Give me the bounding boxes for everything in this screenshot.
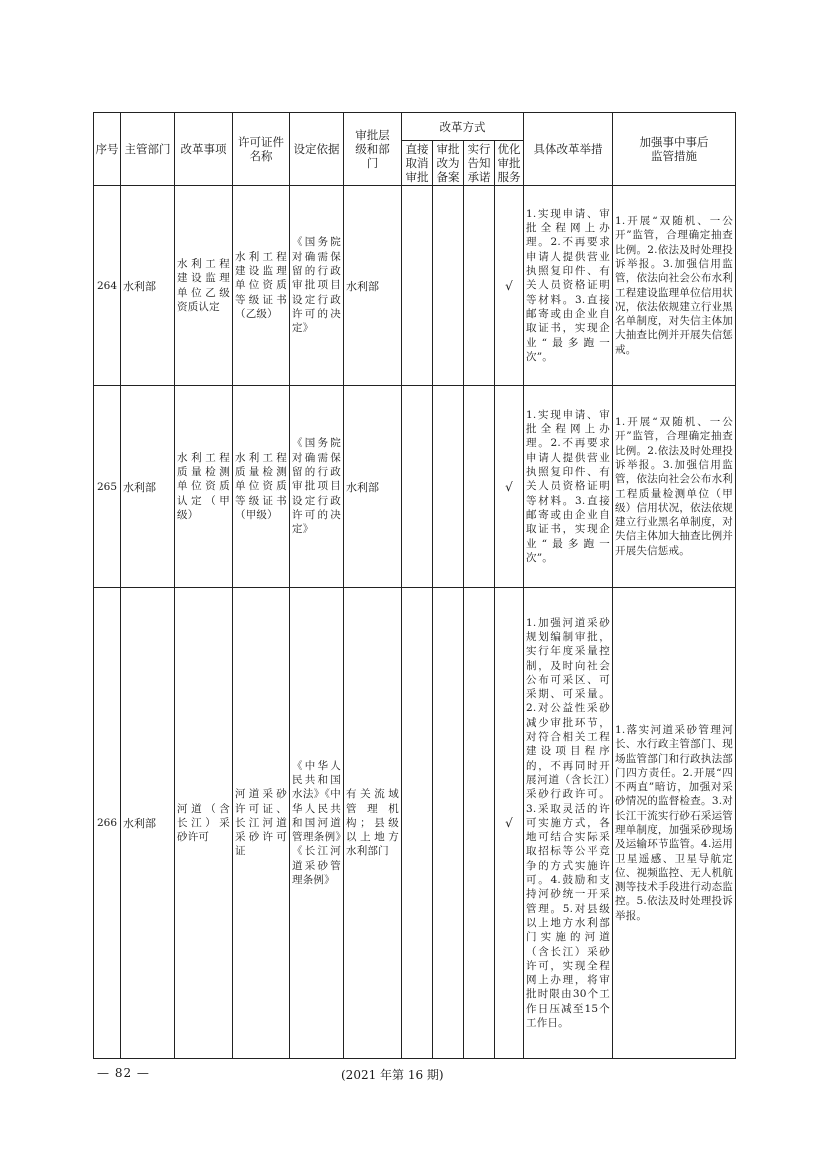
- row-level: 有关流域管理机构；县级以上地方水利部门: [344, 588, 402, 1059]
- row-supervision: 1.开展“双随机、一公开”监管，合理确定抽查比例。2.依法及时处理投诉举报。3.加强信用监管，依法向社会公布水利工程质量检测单位（甲级）信用状况，依法依规建立行业黑名单制度，对失信主体加大抽查比例并开展失信惩戒。: [613, 386, 736, 588]
- row-item: 河道（含长江）采砂许可: [175, 588, 233, 1059]
- header-dept: 主管部门: [121, 113, 175, 186]
- row-optimize-check: √: [495, 386, 524, 588]
- row-record: [433, 386, 464, 588]
- row-level: 水利部: [344, 386, 402, 588]
- header-cert: 许可证件名称: [233, 113, 290, 186]
- row-dept: 水利部: [121, 186, 175, 386]
- row-supervision: 1.落实河道采砂管理河长、水行政主管部门、现场监管部门和行政执法部门四方责任。2.开展“四不两直”暗访，加强对采砂情况的监督检查。3.对长江干流实行砂石采运管理单制度，加强采砂现场及运输环节监管。4.运用卫星遥感、卫星导航定位、视频监控、无人机航测等技术手段进行动态监控。5.依法及时处理投诉举报。: [613, 588, 736, 1059]
- row-level: 水利部: [344, 186, 402, 386]
- row-seq: 265: [94, 386, 121, 588]
- header-optimize: 优化审批服务: [495, 141, 524, 186]
- row-optimize-check: √: [495, 588, 524, 1059]
- header-level: 审批层级和部门: [344, 113, 402, 186]
- row-measures: 1.加强河道采砂规划编制审批，实行年度采量控制，及时向社会公布可采区、可采期、可采量。2.对公益性采砂减少审批环节，对符合相关工程建设项目程序的，不再同时开展河道（含长江）采砂行政许可。3.采取灵活的许可实施方式，各地可结合实际采取招标等公平竞争的方式实施许可。4.鼓励和支持河砂统一开采管理。5.对县级以上地方水利部门实施的河道（含长江）采砂许可，实现全程网上办理，将审批时限由30个工作日压减至15个工作日。: [524, 588, 613, 1059]
- row-item: 水利工程建设监理单位乙级资质认定: [175, 186, 233, 386]
- header-record: 审批改为备案: [433, 141, 464, 186]
- header-cancel: 直接取消审批: [402, 141, 433, 186]
- header-reform-mode: 改革方式: [402, 113, 524, 141]
- row-cert: 水利工程建设监理单位资质等级证书（乙级）: [233, 186, 290, 386]
- row-notify: [464, 588, 495, 1059]
- row-basis: 《中华人民共和国水法》《中华人民共和国河道管理条例》《长江河道采砂管理条例》: [290, 588, 344, 1059]
- row-optimize-check: √: [495, 186, 524, 386]
- row-basis: 《国务院对确需保留的行政审批项目设定行政许可的决定》: [290, 186, 344, 386]
- row-cert: 水利工程质量检测单位资质等级证书（甲级）: [233, 386, 290, 588]
- row-seq: 266: [94, 588, 121, 1059]
- row-dept: 水利部: [121, 588, 175, 1059]
- header-item: 改革事项: [175, 113, 233, 186]
- table-row: [94, 186, 736, 386]
- row-measures: 1.实现申请、审批全程网上办理。2.不再要求申请人提供营业执照复印件、有关人员资格证明等材料。3.直接邮寄或由企业自取证书，实现企业“最多跑一次”。: [524, 386, 613, 588]
- issue-label: (2021 年第 16 期): [341, 1068, 444, 1082]
- row-cancel: [402, 186, 433, 386]
- row-dept: 水利部: [121, 386, 175, 588]
- row-cert: 河道采砂许可证、长江河道采砂许可证: [233, 588, 290, 1059]
- table-row: [94, 588, 736, 1059]
- reform-table: [93, 112, 736, 1059]
- row-basis: 《国务院对确需保留的行政审批项目设定行政许可的决定》: [290, 386, 344, 588]
- row-cancel: [402, 588, 433, 1059]
- row-item: 水利工程质量检测单位资质认定（甲级）: [175, 386, 233, 588]
- header-supervision: 加强事中事后监管措施: [613, 113, 736, 186]
- row-record: [433, 588, 464, 1059]
- table-row: [94, 386, 736, 588]
- page-number: — 82 —: [97, 1066, 150, 1080]
- row-supervision: 1.开展“双随机、一公开”监管，合理确定抽查比例。2.依法及时处理投诉举报。3.加强信用监管，依法向社会公布水利工程建设监理单位信用状况，依法依规建立行业黑名单制度，对失信主体加大抽查比例并开展失信惩戒。: [613, 186, 736, 386]
- row-seq: 264: [94, 186, 121, 386]
- row-notify: [464, 186, 495, 386]
- row-notify: [464, 386, 495, 588]
- row-measures: 1.实现申请、审批全程网上办理。2.不再要求申请人提供营业执照复印件、有关人员资格证明等材料。3.直接邮寄或由企业自取证书，实现企业“最多跑一次”。: [524, 186, 613, 386]
- header-notify: 实行告知承诺: [464, 141, 495, 186]
- header-basis: 设定依据: [290, 113, 344, 186]
- header-measures: 具体改革举措: [524, 113, 613, 186]
- header-seq: 序号: [94, 113, 121, 186]
- row-record: [433, 186, 464, 386]
- row-cancel: [402, 386, 433, 588]
